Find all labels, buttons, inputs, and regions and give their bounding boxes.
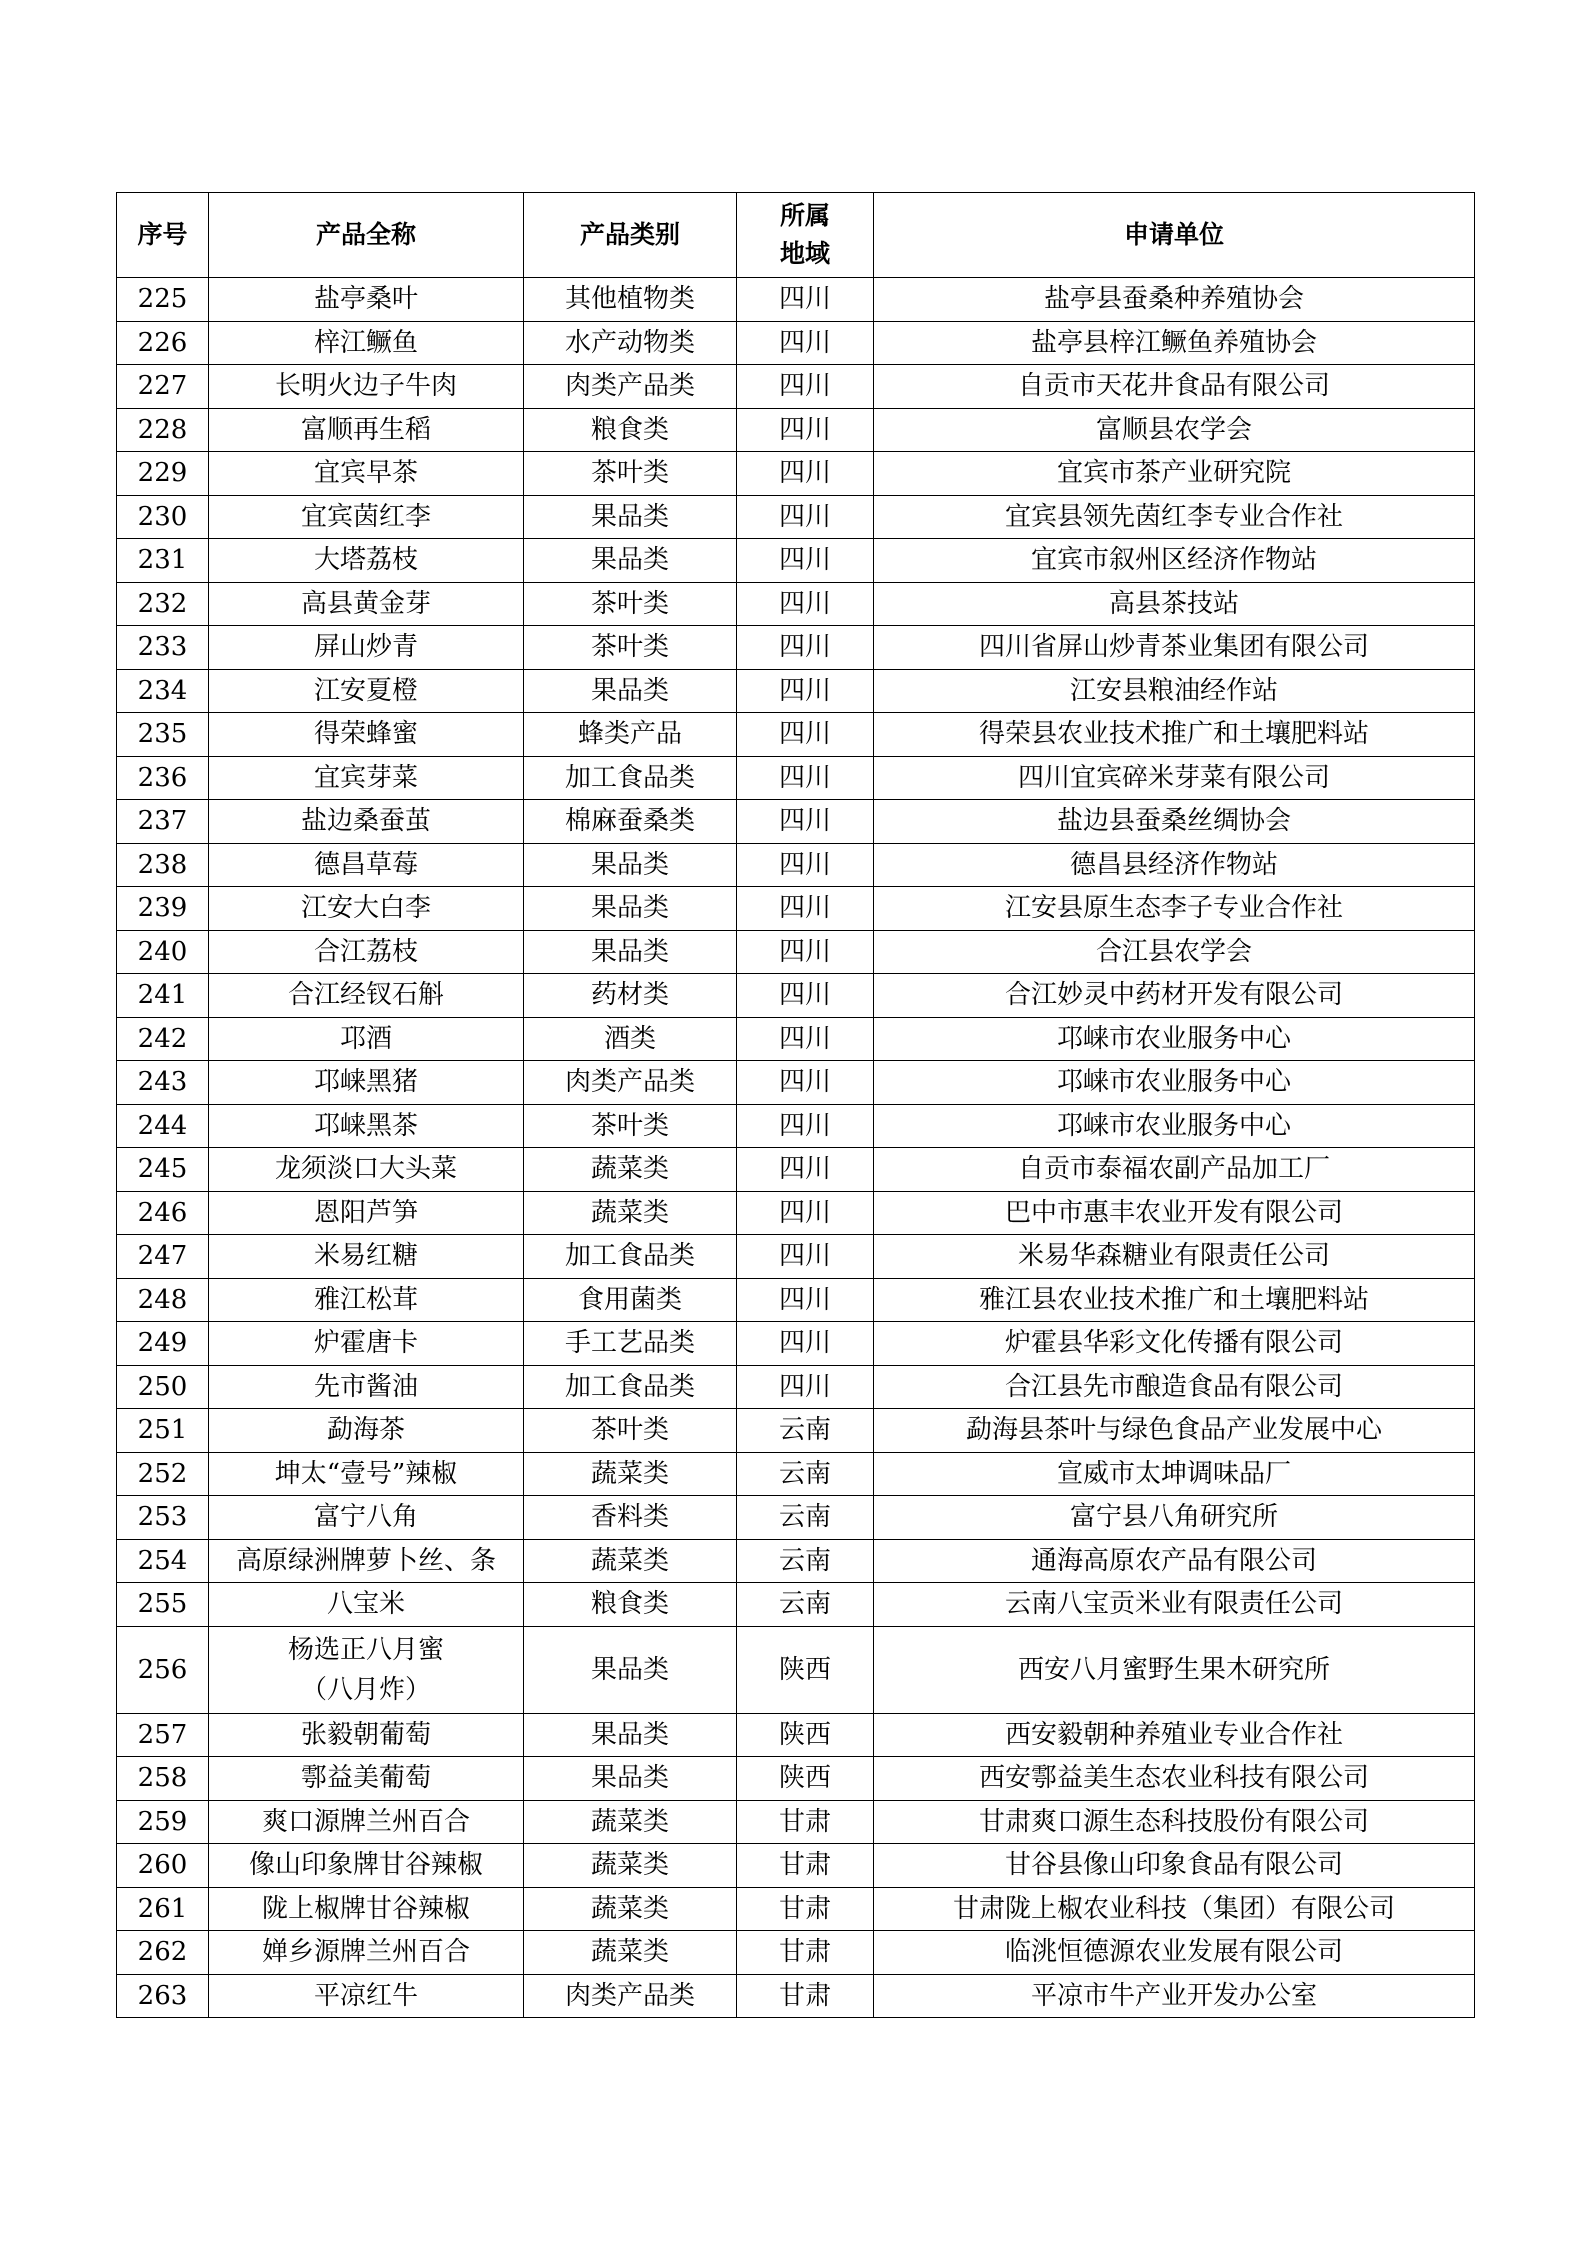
cell-product-name: 平凉红牛 bbox=[209, 1974, 524, 2018]
cell-product-name-line2: （八月炸） bbox=[300, 1674, 431, 1705]
table-row bbox=[117, 1626, 1475, 1713]
cell-product-category: 茶叶类 bbox=[524, 1409, 737, 1453]
table-row bbox=[117, 1409, 1475, 1453]
table-row bbox=[117, 539, 1475, 583]
cell-product-category: 蜂类产品 bbox=[524, 713, 737, 757]
cell-product-category: 果品类 bbox=[524, 843, 737, 887]
table-row bbox=[117, 365, 1475, 409]
cell-product-category: 粮食类 bbox=[524, 408, 737, 452]
cell-region: 四川 bbox=[737, 1278, 874, 1322]
cell-serial-number: 227 bbox=[117, 365, 209, 409]
cell-product-category: 果品类 bbox=[524, 887, 737, 931]
cell-applicant-org: 雅江县农业技术推广和土壤肥料站 bbox=[874, 1278, 1475, 1322]
cell-product-name: 江安夏橙 bbox=[209, 669, 524, 713]
cell-product-name: 德昌草莓 bbox=[209, 843, 524, 887]
cell-product-name: 米易红糖 bbox=[209, 1235, 524, 1279]
cell-product-category: 蔬菜类 bbox=[524, 1887, 737, 1931]
cell-region: 四川 bbox=[737, 626, 874, 670]
table-row bbox=[117, 1148, 1475, 1192]
cell-serial-number: 242 bbox=[117, 1017, 209, 1061]
cell-region: 甘肃 bbox=[737, 1887, 874, 1931]
cell-serial-number: 233 bbox=[117, 626, 209, 670]
cell-product-name: 大塔荔枝 bbox=[209, 539, 524, 583]
cell-serial-number: 255 bbox=[117, 1583, 209, 1627]
cell-product-category: 食用菌类 bbox=[524, 1278, 737, 1322]
cell-product-category: 蔬菜类 bbox=[524, 1452, 737, 1496]
cell-product-name: 宜宾早茶 bbox=[209, 452, 524, 496]
cell-applicant-org: 甘肃陇上椒农业科技（集团）有限公司 bbox=[874, 1887, 1475, 1931]
cell-applicant-org: 甘谷县像山印象食品有限公司 bbox=[874, 1844, 1475, 1888]
table-row bbox=[117, 1713, 1475, 1757]
cell-product-name: 坤太“壹号”辣椒 bbox=[209, 1452, 524, 1496]
cell-region: 四川 bbox=[737, 278, 874, 322]
cell-applicant-org: 富顺县农学会 bbox=[874, 408, 1475, 452]
table-row bbox=[117, 1452, 1475, 1496]
cell-region: 云南 bbox=[737, 1583, 874, 1627]
cell-applicant-org: 临洮恒德源农业发展有限公司 bbox=[874, 1931, 1475, 1975]
table-row bbox=[117, 408, 1475, 452]
cell-applicant-org: 盐边县蚕桑丝绸协会 bbox=[874, 800, 1475, 844]
cell-region: 四川 bbox=[737, 582, 874, 626]
cell-serial-number: 261 bbox=[117, 1887, 209, 1931]
cell-applicant-org: 甘肃爽口源生态科技股份有限公司 bbox=[874, 1800, 1475, 1844]
cell-serial-number: 246 bbox=[117, 1191, 209, 1235]
header-region bbox=[737, 193, 874, 278]
cell-applicant-org: 盐亭县梓江鳜鱼养殖协会 bbox=[874, 321, 1475, 365]
cell-applicant-org: 江安县粮油经作站 bbox=[874, 669, 1475, 713]
table-row bbox=[117, 1844, 1475, 1888]
table-row bbox=[117, 1539, 1475, 1583]
cell-product-category: 果品类 bbox=[524, 1713, 737, 1757]
cell-applicant-org: 邛崃市农业服务中心 bbox=[874, 1061, 1475, 1105]
cell-product-name: 婵乡源牌兰州百合 bbox=[209, 1931, 524, 1975]
cell-serial-number: 260 bbox=[117, 1844, 209, 1888]
table-row bbox=[117, 1235, 1475, 1279]
table-row bbox=[117, 452, 1475, 496]
cell-region: 四川 bbox=[737, 843, 874, 887]
cell-product-name: 合江荔枝 bbox=[209, 930, 524, 974]
table-row bbox=[117, 1191, 1475, 1235]
cell-region: 四川 bbox=[737, 930, 874, 974]
cell-applicant-org: 江安县原生态李子专业合作社 bbox=[874, 887, 1475, 931]
table-row bbox=[117, 930, 1475, 974]
table-row bbox=[117, 582, 1475, 626]
cell-applicant-org: 西安毅朝种养殖业专业合作社 bbox=[874, 1713, 1475, 1757]
cell-region: 云南 bbox=[737, 1539, 874, 1583]
cell-product-name: 爽口源牌兰州百合 bbox=[209, 1800, 524, 1844]
cell-region: 四川 bbox=[737, 452, 874, 496]
cell-product-category: 果品类 bbox=[524, 1626, 737, 1713]
cell-serial-number: 250 bbox=[117, 1365, 209, 1409]
cell-product-category: 果品类 bbox=[524, 930, 737, 974]
cell-applicant-org: 宣威市太坤调味品厂 bbox=[874, 1452, 1475, 1496]
header-product-name: 产品全称 bbox=[209, 193, 524, 278]
cell-product-name: 江安大白李 bbox=[209, 887, 524, 931]
cell-product-category: 药材类 bbox=[524, 974, 737, 1018]
cell-applicant-org: 平凉市牛产业开发办公室 bbox=[874, 1974, 1475, 2018]
cell-serial-number: 256 bbox=[117, 1626, 209, 1713]
table-row bbox=[117, 1322, 1475, 1366]
cell-product-name: 张毅朝葡萄 bbox=[209, 1713, 524, 1757]
cell-applicant-org: 富宁县八角研究所 bbox=[874, 1496, 1475, 1540]
cell-applicant-org: 四川省屏山炒青茶业集团有限公司 bbox=[874, 626, 1475, 670]
cell-region: 四川 bbox=[737, 1322, 874, 1366]
table-row bbox=[117, 669, 1475, 713]
cell-product-name bbox=[209, 1626, 524, 1713]
cell-product-name: 盐亭桑叶 bbox=[209, 278, 524, 322]
cell-product-name: 邛崃黑猪 bbox=[209, 1061, 524, 1105]
cell-product-category: 果品类 bbox=[524, 495, 737, 539]
product-table bbox=[116, 192, 1475, 2018]
cell-product-category: 茶叶类 bbox=[524, 582, 737, 626]
cell-serial-number: 258 bbox=[117, 1757, 209, 1801]
cell-applicant-org: 宜宾市茶产业研究院 bbox=[874, 452, 1475, 496]
cell-product-category: 蔬菜类 bbox=[524, 1191, 737, 1235]
cell-product-category: 棉麻蚕桑类 bbox=[524, 800, 737, 844]
cell-region: 甘肃 bbox=[737, 1800, 874, 1844]
cell-product-category: 肉类产品类 bbox=[524, 1061, 737, 1105]
header-region-line2: 地域 bbox=[779, 239, 830, 268]
cell-product-name: 先市酱油 bbox=[209, 1365, 524, 1409]
cell-serial-number: 230 bbox=[117, 495, 209, 539]
cell-product-category: 加工食品类 bbox=[524, 756, 737, 800]
table-row bbox=[117, 1757, 1475, 1801]
cell-applicant-org: 云南八宝贡米业有限责任公司 bbox=[874, 1583, 1475, 1627]
cell-region: 四川 bbox=[737, 321, 874, 365]
cell-product-name: 梓江鳜鱼 bbox=[209, 321, 524, 365]
cell-product-name: 合江经钗石斛 bbox=[209, 974, 524, 1018]
cell-serial-number: 231 bbox=[117, 539, 209, 583]
cell-serial-number: 235 bbox=[117, 713, 209, 757]
cell-product-name: 龙须淡口大头菜 bbox=[209, 1148, 524, 1192]
cell-serial-number: 248 bbox=[117, 1278, 209, 1322]
table-row bbox=[117, 1887, 1475, 1931]
cell-product-name: 八宝米 bbox=[209, 1583, 524, 1627]
cell-product-name: 像山印象牌甘谷辣椒 bbox=[209, 1844, 524, 1888]
cell-serial-number: 234 bbox=[117, 669, 209, 713]
cell-region: 甘肃 bbox=[737, 1974, 874, 2018]
cell-product-category: 茶叶类 bbox=[524, 1104, 737, 1148]
cell-serial-number: 259 bbox=[117, 1800, 209, 1844]
cell-applicant-org: 西安鄠益美生态农业科技有限公司 bbox=[874, 1757, 1475, 1801]
cell-product-name: 高原绿洲牌萝卜丝、条 bbox=[209, 1539, 524, 1583]
cell-region: 四川 bbox=[737, 1104, 874, 1148]
cell-region: 四川 bbox=[737, 887, 874, 931]
cell-serial-number: 241 bbox=[117, 974, 209, 1018]
cell-serial-number: 238 bbox=[117, 843, 209, 887]
cell-region: 四川 bbox=[737, 1017, 874, 1061]
cell-product-name: 得荣蜂蜜 bbox=[209, 713, 524, 757]
cell-serial-number: 228 bbox=[117, 408, 209, 452]
cell-applicant-org: 米易华森糖业有限责任公司 bbox=[874, 1235, 1475, 1279]
table-row bbox=[117, 1365, 1475, 1409]
cell-product-name: 雅江松茸 bbox=[209, 1278, 524, 1322]
cell-product-category: 蔬菜类 bbox=[524, 1148, 737, 1192]
cell-product-category: 加工食品类 bbox=[524, 1235, 737, 1279]
cell-product-name-line1: 杨选正八月蜜 bbox=[287, 1634, 444, 1665]
table-row bbox=[117, 713, 1475, 757]
table-row bbox=[117, 626, 1475, 670]
cell-product-category: 肉类产品类 bbox=[524, 1974, 737, 2018]
cell-region: 云南 bbox=[737, 1452, 874, 1496]
cell-region: 甘肃 bbox=[737, 1931, 874, 1975]
header-serial-number: 序号 bbox=[117, 193, 209, 278]
cell-product-name: 邛崃黑茶 bbox=[209, 1104, 524, 1148]
cell-applicant-org: 自贡市泰福农副产品加工厂 bbox=[874, 1148, 1475, 1192]
cell-product-category: 蔬菜类 bbox=[524, 1931, 737, 1975]
table-row bbox=[117, 1931, 1475, 1975]
table-row bbox=[117, 800, 1475, 844]
cell-serial-number: 244 bbox=[117, 1104, 209, 1148]
cell-applicant-org: 勐海县茶叶与绿色食品产业发展中心 bbox=[874, 1409, 1475, 1453]
cell-product-name: 盐边桑蚕茧 bbox=[209, 800, 524, 844]
cell-applicant-org: 西安八月蜜野生果木研究所 bbox=[874, 1626, 1475, 1713]
cell-product-category: 蔬菜类 bbox=[524, 1800, 737, 1844]
cell-applicant-org: 合江县先市酿造食品有限公司 bbox=[874, 1365, 1475, 1409]
table-header-row bbox=[117, 193, 1475, 278]
table-row bbox=[117, 1496, 1475, 1540]
cell-product-name: 长明火边子牛肉 bbox=[209, 365, 524, 409]
cell-product-category: 香料类 bbox=[524, 1496, 737, 1540]
table-row bbox=[117, 887, 1475, 931]
cell-product-category: 茶叶类 bbox=[524, 626, 737, 670]
cell-applicant-org: 宜宾县领先茵红李专业合作社 bbox=[874, 495, 1475, 539]
cell-serial-number: 239 bbox=[117, 887, 209, 931]
cell-serial-number: 251 bbox=[117, 1409, 209, 1453]
cell-region: 四川 bbox=[737, 974, 874, 1018]
cell-product-category: 蔬菜类 bbox=[524, 1539, 737, 1583]
cell-applicant-org: 邛崃市农业服务中心 bbox=[874, 1017, 1475, 1061]
header-applicant-org: 申请单位 bbox=[874, 193, 1475, 278]
cell-serial-number: 225 bbox=[117, 278, 209, 322]
table-row bbox=[117, 756, 1475, 800]
cell-product-name: 宜宾茵红李 bbox=[209, 495, 524, 539]
cell-serial-number: 226 bbox=[117, 321, 209, 365]
cell-product-name: 勐海茶 bbox=[209, 1409, 524, 1453]
cell-region: 四川 bbox=[737, 365, 874, 409]
cell-serial-number: 232 bbox=[117, 582, 209, 626]
cell-region: 陕西 bbox=[737, 1713, 874, 1757]
cell-applicant-org: 邛崃市农业服务中心 bbox=[874, 1104, 1475, 1148]
cell-product-category: 其他植物类 bbox=[524, 278, 737, 322]
cell-product-category: 茶叶类 bbox=[524, 452, 737, 496]
table-row bbox=[117, 974, 1475, 1018]
cell-region: 四川 bbox=[737, 1148, 874, 1192]
cell-region: 四川 bbox=[737, 800, 874, 844]
cell-serial-number: 249 bbox=[117, 1322, 209, 1366]
cell-serial-number: 245 bbox=[117, 1148, 209, 1192]
cell-region: 陕西 bbox=[737, 1626, 874, 1713]
header-region-line1: 所属 bbox=[779, 201, 830, 230]
cell-region: 四川 bbox=[737, 1365, 874, 1409]
cell-serial-number: 254 bbox=[117, 1539, 209, 1583]
cell-region: 云南 bbox=[737, 1409, 874, 1453]
cell-product-name: 高县黄金芽 bbox=[209, 582, 524, 626]
cell-applicant-org: 通海高原农产品有限公司 bbox=[874, 1539, 1475, 1583]
header-product-category: 产品类别 bbox=[524, 193, 737, 278]
cell-applicant-org: 四川宜宾碎米芽菜有限公司 bbox=[874, 756, 1475, 800]
cell-region: 四川 bbox=[737, 1061, 874, 1105]
cell-serial-number: 263 bbox=[117, 1974, 209, 2018]
table-row bbox=[117, 495, 1475, 539]
table-row bbox=[117, 1800, 1475, 1844]
cell-applicant-org: 巴中市惠丰农业开发有限公司 bbox=[874, 1191, 1475, 1235]
cell-applicant-org: 盐亭县蚕桑种养殖协会 bbox=[874, 278, 1475, 322]
cell-applicant-org: 德昌县经济作物站 bbox=[874, 843, 1475, 887]
cell-product-category: 水产动物类 bbox=[524, 321, 737, 365]
cell-applicant-org: 宜宾市叙州区经济作物站 bbox=[874, 539, 1475, 583]
table-row bbox=[117, 1278, 1475, 1322]
cell-applicant-org: 得荣县农业技术推广和土壤肥料站 bbox=[874, 713, 1475, 757]
cell-product-name: 炉霍唐卡 bbox=[209, 1322, 524, 1366]
cell-serial-number: 236 bbox=[117, 756, 209, 800]
table-row bbox=[117, 321, 1475, 365]
cell-serial-number: 262 bbox=[117, 1931, 209, 1975]
cell-region: 四川 bbox=[737, 756, 874, 800]
cell-product-category: 肉类产品类 bbox=[524, 365, 737, 409]
table-row bbox=[117, 1017, 1475, 1061]
cell-product-category: 果品类 bbox=[524, 539, 737, 583]
cell-serial-number: 247 bbox=[117, 1235, 209, 1279]
table-row bbox=[117, 843, 1475, 887]
cell-region: 四川 bbox=[737, 495, 874, 539]
table-row bbox=[117, 278, 1475, 322]
cell-product-name: 富宁八角 bbox=[209, 1496, 524, 1540]
cell-product-name: 恩阳芦笋 bbox=[209, 1191, 524, 1235]
cell-region: 陕西 bbox=[737, 1757, 874, 1801]
cell-region: 四川 bbox=[737, 669, 874, 713]
cell-product-name: 屏山炒青 bbox=[209, 626, 524, 670]
cell-product-category: 蔬菜类 bbox=[524, 1844, 737, 1888]
table-row bbox=[117, 1974, 1475, 2018]
cell-product-category: 加工食品类 bbox=[524, 1365, 737, 1409]
cell-product-name: 鄠益美葡萄 bbox=[209, 1757, 524, 1801]
cell-product-name: 宜宾芽菜 bbox=[209, 756, 524, 800]
cell-applicant-org: 自贡市天花井食品有限公司 bbox=[874, 365, 1475, 409]
cell-applicant-org: 合江妙灵中药材开发有限公司 bbox=[874, 974, 1475, 1018]
cell-serial-number: 229 bbox=[117, 452, 209, 496]
cell-region: 甘肃 bbox=[737, 1844, 874, 1888]
table-row bbox=[117, 1104, 1475, 1148]
cell-region: 云南 bbox=[737, 1496, 874, 1540]
cell-serial-number: 252 bbox=[117, 1452, 209, 1496]
cell-product-category: 手工艺品类 bbox=[524, 1322, 737, 1366]
cell-product-name: 陇上椒牌甘谷辣椒 bbox=[209, 1887, 524, 1931]
cell-applicant-org: 炉霍县华彩文化传播有限公司 bbox=[874, 1322, 1475, 1366]
cell-product-category: 粮食类 bbox=[524, 1583, 737, 1627]
cell-serial-number: 253 bbox=[117, 1496, 209, 1540]
cell-region: 四川 bbox=[737, 713, 874, 757]
cell-applicant-org: 合江县农学会 bbox=[874, 930, 1475, 974]
cell-product-category: 酒类 bbox=[524, 1017, 737, 1061]
cell-region: 四川 bbox=[737, 1191, 874, 1235]
table-row bbox=[117, 1583, 1475, 1627]
cell-serial-number: 237 bbox=[117, 800, 209, 844]
cell-product-name: 邛酒 bbox=[209, 1017, 524, 1061]
cell-region: 四川 bbox=[737, 408, 874, 452]
cell-region: 四川 bbox=[737, 1235, 874, 1279]
cell-serial-number: 243 bbox=[117, 1061, 209, 1105]
cell-serial-number: 240 bbox=[117, 930, 209, 974]
cell-region: 四川 bbox=[737, 539, 874, 583]
table-row bbox=[117, 1061, 1475, 1105]
cell-product-name: 富顺再生稻 bbox=[209, 408, 524, 452]
cell-product-category: 果品类 bbox=[524, 1757, 737, 1801]
cell-serial-number: 257 bbox=[117, 1713, 209, 1757]
cell-product-category: 果品类 bbox=[524, 669, 737, 713]
cell-applicant-org: 高县茶技站 bbox=[874, 582, 1475, 626]
